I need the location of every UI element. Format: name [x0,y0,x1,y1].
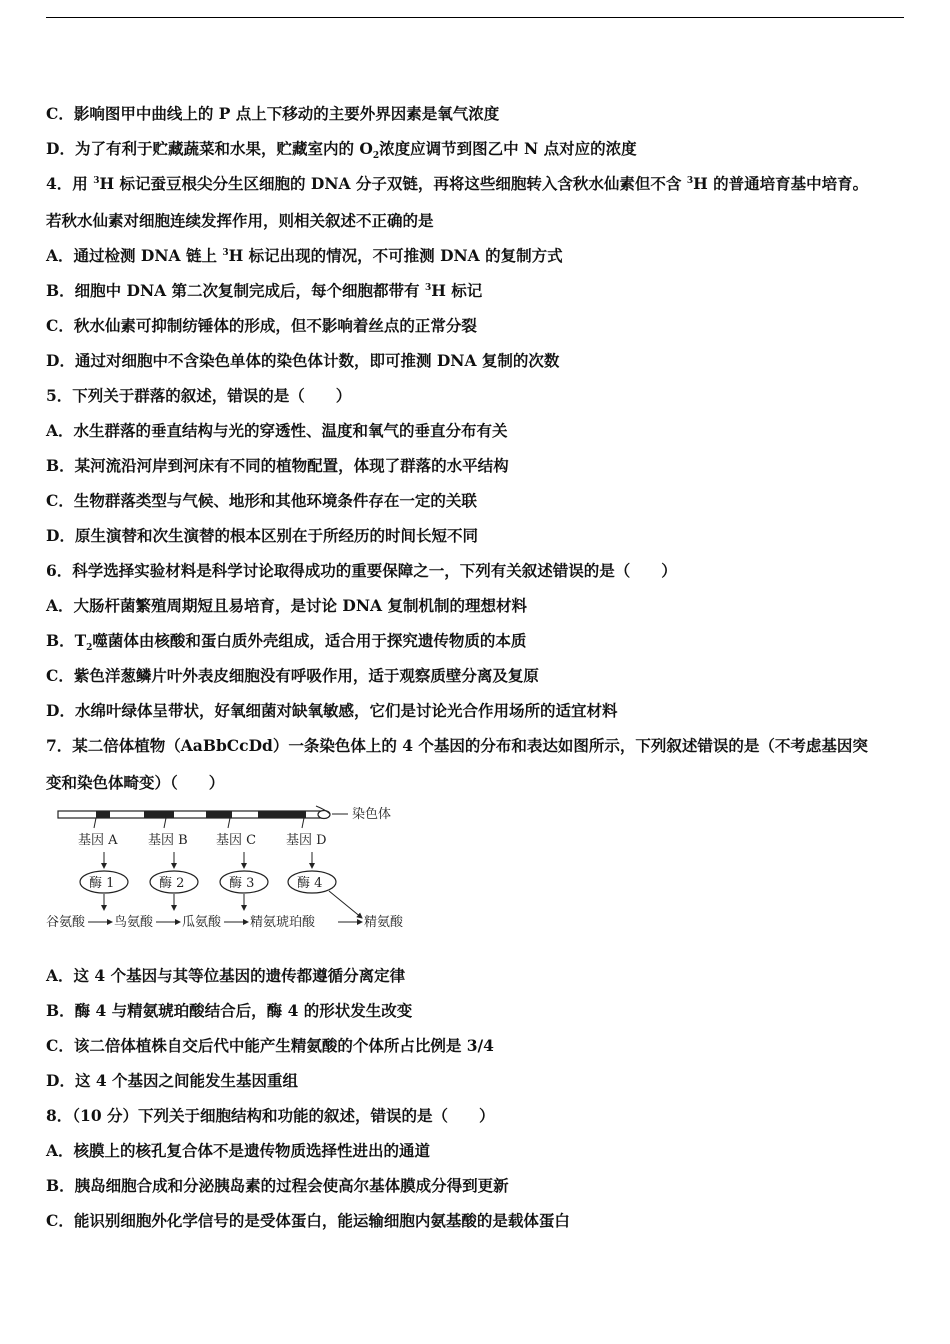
pathway-arginine: 精氨酸 [364,915,404,930]
enzyme-3-label: 酶 3 [229,876,255,891]
q4-option-b: B．细胞中 DNA 第二次复制完成后，每个细胞都带有 $^3$H 标记 [46,281,483,300]
pathway-glutamate: 谷氨酸 [46,915,86,930]
q7-stem-line1: 7．某二倍体植物（AaBbCcDd）一条染色体上的 4 个基因的分布和表达如图所示，下列叙述错误的是（不考虑基因突 [46,736,868,755]
q7-option-d: D．这 4 个基因之间能发生基因重组 [46,1071,299,1090]
q6-option-a: A．大肠杆菌繁殖周期短且易培育，是讨论 DNA 复制机制的理想材料 [46,596,527,615]
q3-option-d: D．为了有利于贮藏蔬菜和水果，贮藏室内的 $O_2$浓度应调节到图乙中 N 点对应的浓度 [46,139,637,162]
header-rule [46,17,904,18]
q3-option-c: C．影响图甲中曲线上的 P 点上下移动的主要外界因素是氧气浓度 [46,104,500,123]
q4-option-d: D．通过对细胞中不含染色单体的染色体计数，即可推测 DNA 复制的次数 [46,351,560,370]
pathway-argininosuccinate: 精氨琥珀酸 [250,915,316,930]
chromosome-label: 染色体 [352,807,392,822]
gene-a-label: 基因 A [78,833,118,848]
q6-option-d: D．水绵叶绿体呈带状，好氧细菌对缺氧敏感，它们是讨论光合作用场所的适宜材料 [46,701,618,720]
q6-option-c: C．紫色洋葱鳞片叶外表皮细胞没有呼吸作用，适于观察质壁分离及复原 [46,666,539,685]
q4-stem-line2: 若秋水仙素对细胞连续发挥作用，则相关叙述不正确的是 [46,211,434,230]
q5-option-d: D．原生演替和次生演替的根本区别在于所经历的时间长短不同 [46,526,478,545]
q4-option-c: C．秋水仙素可抑制纺锤体的形成，但不影响着丝点的正常分裂 [46,316,477,335]
q7-option-c: C．该二倍体植株自交后代中能产生精氨酸的个体所占比例是 3/4 [46,1036,494,1055]
q7-option-a: A．这 4 个基因与其等位基因的遗传都遵循分离定律 [46,966,406,985]
enzyme-1-label: 酶 1 [89,876,115,891]
q5-stem: 5．下列关于群落的叙述，错误的是（ ） [46,386,352,405]
q5-option-b: B．某河流沿河岸到河床有不同的植物配置，体现了群落的水平结构 [46,456,509,475]
enzyme-4-label: 酶 4 [297,876,323,891]
chromosome-bar [58,806,348,819]
q4-stem-line1: 4．用 $^3$H 标记蚕豆根尖分生区细胞的 DNA 分子双链，再将这些细胞转入含秋水仙素但不含 $^3$H 的普通培育基中培育。 [46,174,869,193]
q5-option-c: C．生物群落类型与气候、地形和其他环境条件存在一定的关联 [46,491,477,510]
gene-b-label: 基因 B [148,833,188,848]
q8-option-b: B．胰岛细胞合成和分泌胰岛素的过程会使高尔基体膜成分得到更新 [46,1176,509,1195]
enzyme-2-label: 酶 2 [159,876,185,891]
q8-option-a: A．核膜上的核孔复合体不是遗传物质选择性进出的通道 [46,1141,431,1160]
q4-option-a: A．通过检测 DNA 链上 $^3$H 标记出现的情况，不可推测 DNA 的复制方式 [46,246,563,265]
q7-option-b: B．酶 4 与精氨琥珀酸结合后，酶 4 的形状发生改变 [46,1001,413,1020]
q7-stem-line2: 变和染色体畸变）（ ） [46,773,225,792]
pathway-citrulline: 瓜氨酸 [182,915,222,930]
q8-option-c: C．能识别细胞外化学信号的是受体蛋白，能运输细胞内氨基酸的是载体蛋白 [46,1211,570,1230]
gene-pathway-diagram [44,802,424,938]
q5-option-a: A．水生群落的垂直结构与光的穿透性、温度和氧气的垂直分布有关 [46,421,508,440]
q6-option-b: B．$T_2$噬菌体由核酸和蛋白质外壳组成，适合用于探究遗传物质的本质 [46,631,527,654]
gene-d-label: 基因 D [286,833,327,848]
pathway-ornithine: 鸟氨酸 [114,915,154,930]
q8-stem: 8．（10 分）下列关于细胞结构和功能的叙述，错误的是（ ） [46,1106,495,1125]
q6-stem: 6．科学选择实验材料是科学讨论取得成功的重要保障之一，下列有关叙述错误的是（ ） [46,561,677,580]
gene-c-label: 基因 C [216,833,257,848]
